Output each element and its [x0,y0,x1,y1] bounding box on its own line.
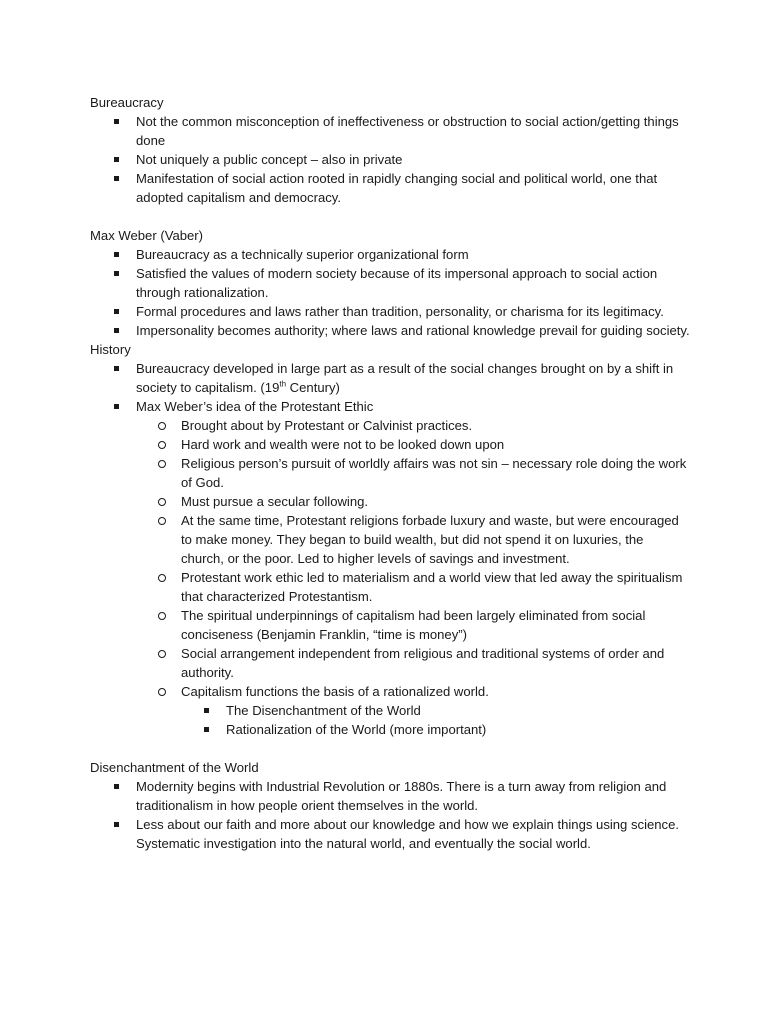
sublist-item: Hard work and wealth were not to be looked down upon [136,435,690,454]
sublist-item: The spiritual underpinnings of capitalism had been largely eliminated from social conciseness (Benjamin Franklin, “time is money”) [136,606,690,644]
rationalized-world-sublist [181,701,690,739]
circle-bullet-icon [158,460,166,468]
bureaucracy-list [90,112,690,207]
heading-history: History [90,342,131,357]
circle-bullet-icon [158,612,166,620]
square-bullet-icon [114,328,119,333]
square-bullet-icon [114,252,119,257]
sublist-item: Brought about by Protestant or Calvinist practices. [136,416,690,435]
list-item: Bureaucracy developed in large part as a result of the social changes brought on by a shift in society to capitalism. (19th Century) [90,359,690,397]
square-bullet-icon [114,366,119,371]
sublist-item: At the same time, Protestant religions forbade luxury and waste, but were encouraged to make money. They began to build wealth, but did not spend it on luxuries, the church, or the poor. Led to higher levels of savings and investment. [136,511,690,568]
list-item: Max Weber’s idea of the Protestant Ethic Brought about by Protestant or Calvinist practices. Hard work and wealth were not to be looked down upon Religious person’s pursuit of worldly affairs was not sin – necessary role doing the work of God. Must pursue a secular following. At the same time, Protestant religions forbade luxury and waste, but were encouraged to make money. They began to build wealth, but did not spend it on luxuries, the church, or the poor. Led to higher levels of savings and investment. Protestant work ethic led to materialism and a world view that led away the spiritualism that characterized Protestantism. The spiritual underpinnings of capitalism had been largely eliminated from social conciseness (Benjamin Franklin, “time is money”) Social arrangement independent from religious and traditional systems of order and authority. Capitalism functions the basis of a rationalized world. The Disenchantment of the World Rationalization of the World (more important) [90,397,690,739]
square-bullet-icon [114,404,119,409]
history-list [90,359,690,739]
heading-bureaucracy: Bureaucracy [90,95,164,110]
square-bullet-icon [114,271,119,276]
square-bullet-icon [204,727,209,732]
list-item: Manifestation of social action rooted in rapidly changing social and political world, one that adopted capitalism and democracy. [90,169,690,207]
circle-bullet-icon [158,574,166,582]
list-item: Not the common misconception of ineffectiveness or obstruction to social action/getting things done [90,112,690,150]
list-item: Formal procedures and laws rather than tradition, personality, or charisma for its legitimacy. [90,302,690,321]
sublist-item: Must pursue a secular following. [136,492,690,511]
sublist-item: Capitalism functions the basis of a rationalized world. The Disenchantment of the World Rationalization of the World (more important) [136,682,690,739]
heading-max-weber: Max Weber (Vaber) [90,228,204,243]
list-item: Less about our faith and more about our knowledge and how we explain things using science. Systematic investigation into the natural world, and eventually the social world. [90,815,690,853]
list-item: Impersonality becomes authority; where laws and rational knowledge prevail for guiding society. [90,321,690,340]
circle-bullet-icon [158,441,166,449]
weber-list [90,245,690,340]
paragraph-gap [90,739,690,758]
square-bullet-icon [114,309,119,314]
disenchantment-list [90,777,690,853]
square-bullet-icon [114,119,119,124]
sublist-item: Social arrangement independent from religious and traditional systems of order and authority. [136,644,690,682]
sublist-item: Protestant work ethic led to materialism and a world view that led away the spiritualism that characterized Protestantism. [136,568,690,606]
list-item: Not uniquely a public concept – also in private [90,150,690,169]
sublist-item: Religious person’s pursuit of worldly affairs was not sin – necessary role doing the work of God. [136,454,690,492]
paragraph-gap [90,207,690,226]
square-bullet-icon [114,176,119,181]
square-bullet-icon [114,157,119,162]
list-item: Modernity begins with Industrial Revolution or 1880s. There is a turn away from religion and traditionalism in how people orient themselves in the world. [90,777,690,815]
subsublist-item: Rationalization of the World (more important) [181,720,690,739]
list-item: Satisfied the values of modern society because of its impersonal approach to social action through rationalization. [90,264,690,302]
circle-bullet-icon [158,422,166,430]
heading-disenchantment: Disenchantment of the World [90,760,259,775]
square-bullet-icon [114,784,119,789]
circle-bullet-icon [158,498,166,506]
protestant-ethic-sublist [136,416,690,739]
document-body [90,93,690,853]
circle-bullet-icon [158,650,166,658]
square-bullet-icon [114,822,119,827]
subsublist-item: The Disenchantment of the World [181,701,690,720]
circle-bullet-icon [158,688,166,696]
square-bullet-icon [204,708,209,713]
list-item: Bureaucracy as a technically superior organizational form [90,245,690,264]
circle-bullet-icon [158,517,166,525]
